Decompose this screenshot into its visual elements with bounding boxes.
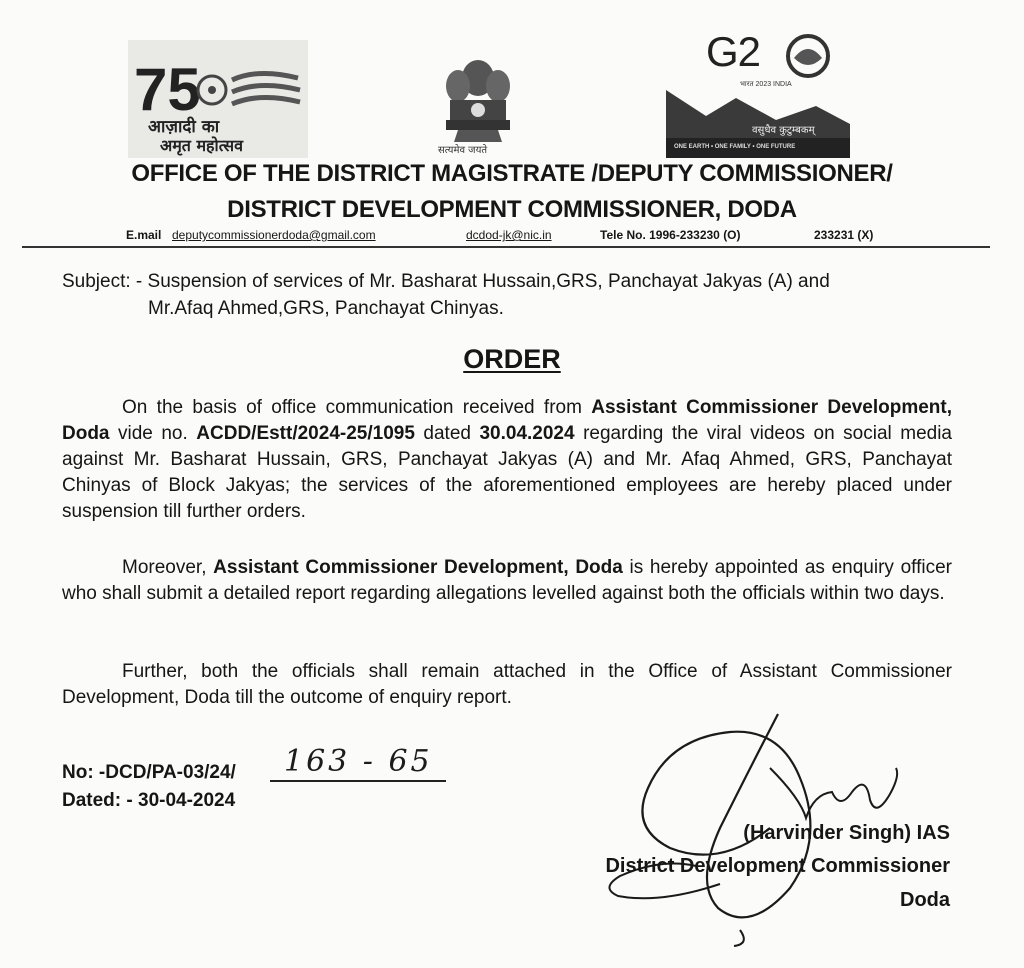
subject-block <box>62 268 962 322</box>
signatory-place: Doda <box>900 889 950 911</box>
dated-text: Dated: - 30-04-2024 <box>62 790 236 811</box>
para2-text-2: is hereby appointed as enquiry officer who shall submit a detailed report regarding allegations levelled against both the officials within two days. <box>62 557 952 604</box>
order-title: ORDER <box>463 344 561 374</box>
g20-mark: G2 <box>706 28 761 75</box>
email-address: deputycommissionerdoda@gmail.com <box>172 228 376 242</box>
order-paragraph-1 <box>62 395 952 525</box>
subject-text-line1: Suspension of services of Mr. Basharat Hussain,GRS, Panchayat Jakyas (A) and <box>147 271 830 292</box>
office-title-line2: DISTRICT DEVELOPMENT COMMISSIONER, DODA <box>227 196 797 223</box>
handwritten-number: 163 - 65 <box>284 744 433 779</box>
handwritten-number-line <box>270 744 446 782</box>
fax-number: 233231 (X) <box>814 228 874 242</box>
para1-text-1: On the basis of office communication received from <box>122 397 592 418</box>
order-heading <box>0 344 1024 375</box>
order-paragraph-3 <box>62 659 952 711</box>
para1-bold-office: Assistant Commissioner Development, Doda <box>62 397 952 444</box>
para2-text-1: Moreover, <box>122 557 214 578</box>
email-address-nic: dcdod-jk@nic.in <box>466 228 552 242</box>
para2-bold-office: Assistant Commissioner Development, Doda <box>213 557 623 578</box>
para1-text-2: vide no. <box>109 423 197 444</box>
para3-text-1: Further, both the officials shall remain attached in the Office of Assistant Commissioner Development, Doda till the outcome of enquiry report. <box>62 661 952 708</box>
para1-bold-ref: ACDD/Estt/2024-25/1095 <box>196 423 415 444</box>
g20-logo <box>666 28 850 160</box>
email-label: E.mail <box>126 228 162 242</box>
para1-text-4: regarding the viral videos on social media against Mr. Basharat Hussain, GRS, Panchayat Jakyas (A) and Mr. Afaq Ahmed, GRS, Panchayat Chinyas of Block Jakyas; the services of the aforementioned employees are hereby placed under suspension till further orders. <box>62 423 952 522</box>
g20-lotus-globe-icon <box>784 32 832 80</box>
subject-line1 <box>62 268 962 295</box>
azadi-line2: अमृत महोत्सव <box>160 136 243 155</box>
subject-label: Subject: - <box>62 271 143 292</box>
office-title-line1: OFFICE OF THE DISTRICT MAGISTRATE /DEPUTY COMMISSIONER/ <box>131 160 893 187</box>
order-paragraph-2 <box>62 555 952 607</box>
subject-text-line2: Mr.Afaq Ahmed,GRS, Panchayat Chinyas. <box>148 298 504 319</box>
reference-label: No: -DCD/PA-03/24/ <box>62 762 236 783</box>
g20-tagline: भारत 2023 INDIA <box>740 81 792 88</box>
telephone-number: Tele No. 1996-233230 (O) <box>600 228 741 242</box>
header-divider <box>22 246 990 248</box>
reference-number <box>62 762 236 784</box>
signatory-designation: District Development Commissioner <box>605 855 950 877</box>
signatory-name: (Harvinder Singh) IAS <box>743 822 950 844</box>
para1-bold-date: 30.04.2024 <box>479 423 575 444</box>
azadi-number: 75 <box>134 56 201 123</box>
national-emblem-logo <box>428 52 528 162</box>
para1-text-3: dated <box>414 423 480 444</box>
lion-capital-icon <box>428 52 528 146</box>
azadi-ka-amrit-mahotsav-logo <box>128 40 308 158</box>
emblem-motto: सत्यमेव जयते <box>438 145 488 156</box>
g20-slogan: ONE EARTH • ONE FAMILY • ONE FUTURE <box>674 144 796 150</box>
azadi-line1: आज़ादी का <box>148 117 220 137</box>
g20-motto: वसुधैव कुटुम्बकम् <box>752 125 815 136</box>
